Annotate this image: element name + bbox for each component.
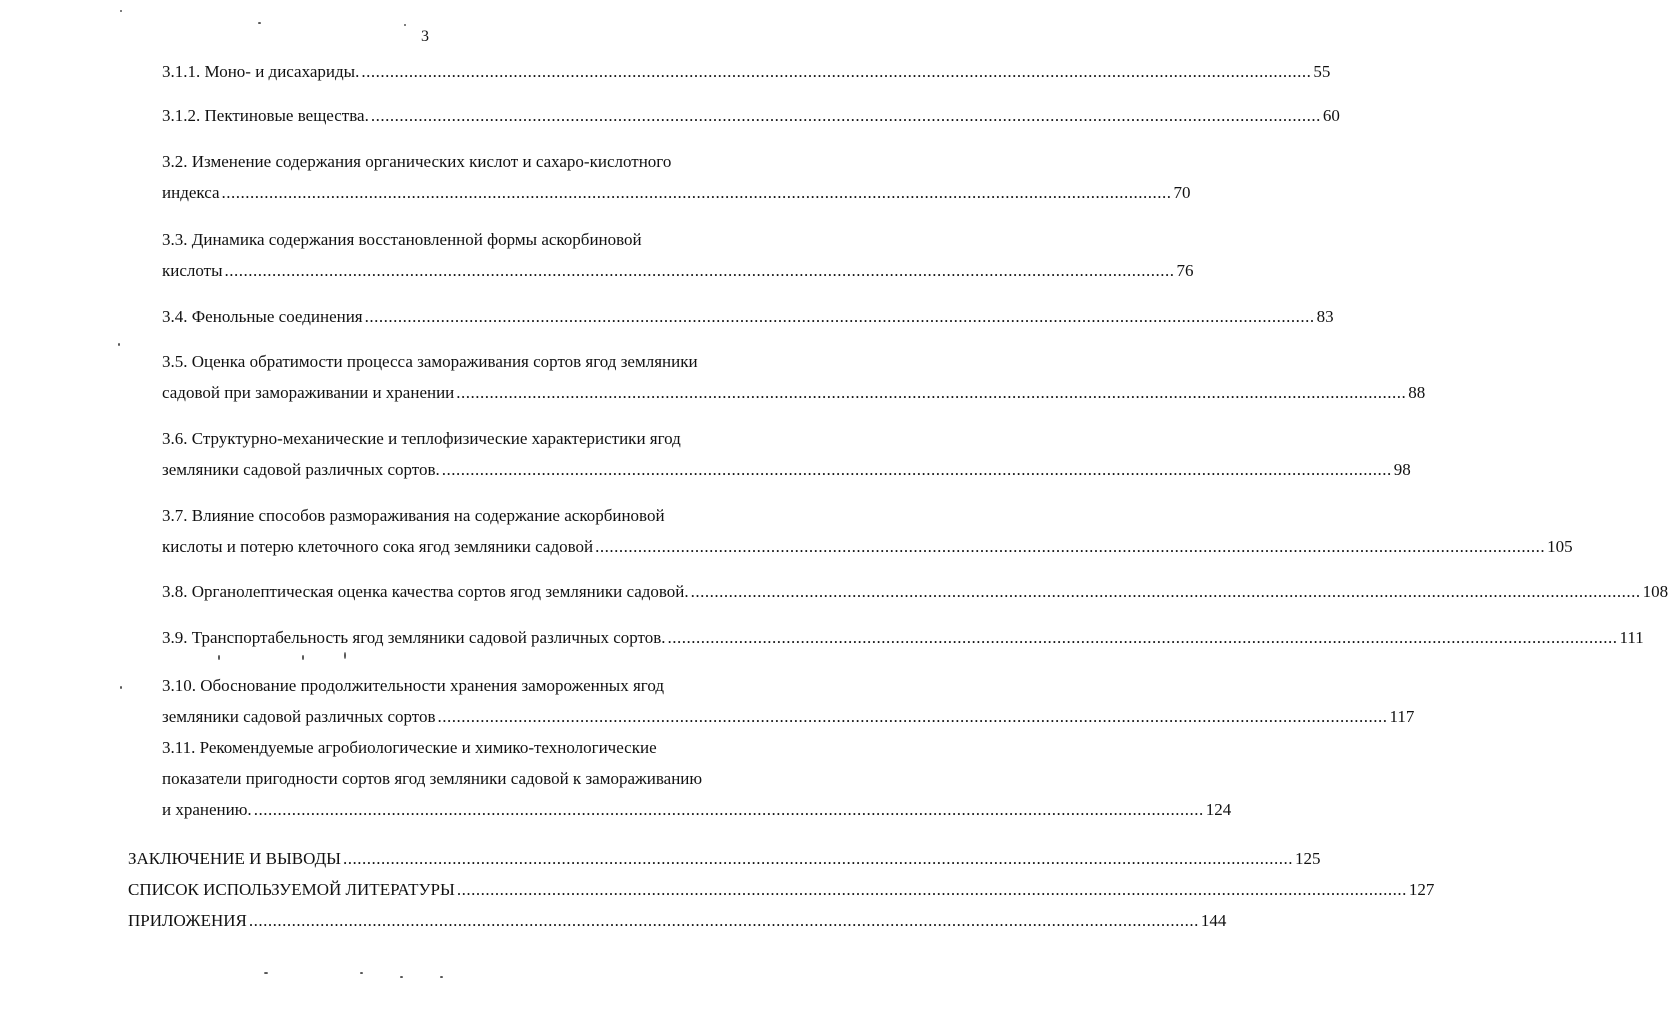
toc-title: индекса	[162, 183, 220, 202]
toc-entry-3-3	[162, 261, 1194, 281]
toc-title: земляники садовой различных сортов.	[162, 460, 440, 479]
toc-title: СПИСОК ИСПОЛЬЗУЕМОЙ ЛИТЕРАТУРЫ	[128, 880, 455, 899]
scan-speck	[120, 686, 122, 689]
page-number: 3	[421, 28, 429, 45]
toc-entry-3-7	[162, 537, 1573, 557]
toc-title: 3.9. Транспортабельность ягод земляники садовой различных сортов.	[162, 628, 666, 647]
leader-dots: ........................................................................................................................................................................................................	[441, 460, 1392, 479]
toc-entry-3-6	[162, 460, 1411, 480]
scan-speck	[258, 22, 261, 24]
toc-page: 60	[1322, 106, 1340, 125]
scan-speck	[302, 655, 304, 660]
toc-entry-3-11	[162, 800, 1232, 820]
toc-title: кислоты	[162, 261, 223, 280]
leader-dots: ........................................................................................................................................................................................................	[343, 849, 1293, 868]
toc-title: 3.1.1. Моно- и дисахариды.	[162, 62, 360, 81]
toc-entry-3-10-line1: 3.10. Обоснование продолжительности хранения замороженных ягод	[162, 676, 665, 695]
toc-page: 124	[1205, 800, 1232, 819]
leader-dots: ........................................................................................................................................................................................................	[224, 261, 1175, 280]
toc-title: 3.4. Фенольные соединения	[162, 307, 363, 326]
toc-page: 117	[1389, 707, 1415, 726]
toc-page: 125	[1295, 849, 1321, 868]
leader-dots: ........................................................................................................................................................................................................	[667, 628, 1618, 647]
leader-dots: ........................................................................................................................................................................................................	[253, 800, 1204, 819]
leader-dots: ........................................................................................................................................................................................................	[456, 880, 1407, 899]
toc-page: 127	[1408, 880, 1435, 899]
toc-entry-3-1-2	[162, 106, 1340, 126]
toc-page: 108	[1642, 582, 1668, 601]
toc-entry-3-4	[162, 307, 1334, 327]
toc-entry-3-10	[162, 707, 1415, 727]
toc-title: 3.1.2. Пектиновые вещества.	[162, 106, 369, 125]
toc-entry-3-9	[162, 628, 1644, 648]
toc-page: 76	[1176, 261, 1194, 280]
leader-dots: ........................................................................................................................................................................................................	[364, 307, 1315, 326]
scan-speck	[118, 343, 120, 346]
toc-entry-3-11-line1: 3.11. Рекомендуемые агробиологические и химико-технологические	[162, 738, 657, 757]
leader-dots: ........................................................................................................................................................................................................	[595, 537, 1546, 556]
toc-entry-references	[128, 880, 1435, 900]
toc-page: 55	[1313, 62, 1331, 81]
toc-entry-conclusion	[128, 849, 1321, 869]
scan-speck	[120, 10, 122, 12]
leader-dots: ........................................................................................................................................................................................................	[456, 383, 1407, 402]
toc-page: 98	[1393, 460, 1411, 479]
leader-dots: ........................................................................................................................................................................................................	[221, 183, 1172, 202]
toc-entry-appendices	[128, 911, 1227, 931]
toc-entry-3-2	[162, 183, 1191, 203]
toc-title: ПРИЛОЖЕНИЯ	[128, 911, 247, 930]
toc-entry-3-7-line1: 3.7. Влияние способов размораживания на содержание аскорбиновой	[162, 506, 665, 525]
toc-page: 88	[1408, 383, 1426, 402]
leader-dots: ........................................................................................................................................................................................................	[437, 707, 1388, 726]
scan-speck	[360, 972, 363, 974]
leader-dots: ........................................................................................................................................................................................................	[690, 582, 1641, 601]
toc-page: 83	[1316, 307, 1334, 326]
toc-entry-3-2-line1: 3.2. Изменение содержания органических кислот и сахаро-кислотного	[162, 152, 672, 171]
toc-entry-3-3-line1: 3.3. Динамика содержания восстановленной формы аскорбиновой	[162, 230, 642, 249]
toc-entry-3-5	[162, 383, 1426, 403]
toc-entry-3-8	[162, 582, 1668, 602]
toc-title: 3.8. Органолептическая оценка качества сортов ягод земляники садовой.	[162, 582, 689, 601]
leader-dots: ........................................................................................................................................................................................................	[361, 62, 1312, 81]
leader-dots: ........................................................................................................................................................................................................	[248, 911, 1199, 930]
leader-dots: ........................................................................................................................................................................................................	[370, 106, 1321, 125]
scan-speck	[264, 972, 268, 974]
toc-page: 144	[1200, 911, 1227, 930]
scan-speck	[344, 652, 346, 659]
toc-title: земляники садовой различных сортов	[162, 707, 436, 726]
scan-speck	[440, 976, 443, 978]
toc-title: и хранению.	[162, 800, 252, 819]
toc-title: садовой при замораживании и хранении	[162, 383, 455, 402]
toc-entry-3-5-line1: 3.5. Оценка обратимости процесса замораживания сортов ягод земляники	[162, 352, 698, 371]
toc-title: кислоты и потерю клеточного сока ягод земляники садовой	[162, 537, 594, 556]
toc-page: 111	[1619, 628, 1644, 647]
toc-title: ЗАКЛЮЧЕНИЕ И ВЫВОДЫ	[128, 849, 341, 868]
toc-entry-3-1-1	[162, 62, 1331, 82]
toc-entry-3-6-line1: 3.6. Структурно-механические и теплофизические характеристики ягод	[162, 429, 681, 448]
scan-speck	[400, 976, 403, 978]
toc-page: 105	[1547, 537, 1573, 556]
toc-entry-3-11-line2: показатели пригодности сортов ягод земляники садовой к замораживанию	[162, 769, 703, 788]
scan-speck	[404, 24, 406, 26]
scan-speck	[218, 655, 220, 660]
toc-page: 70	[1173, 183, 1191, 202]
